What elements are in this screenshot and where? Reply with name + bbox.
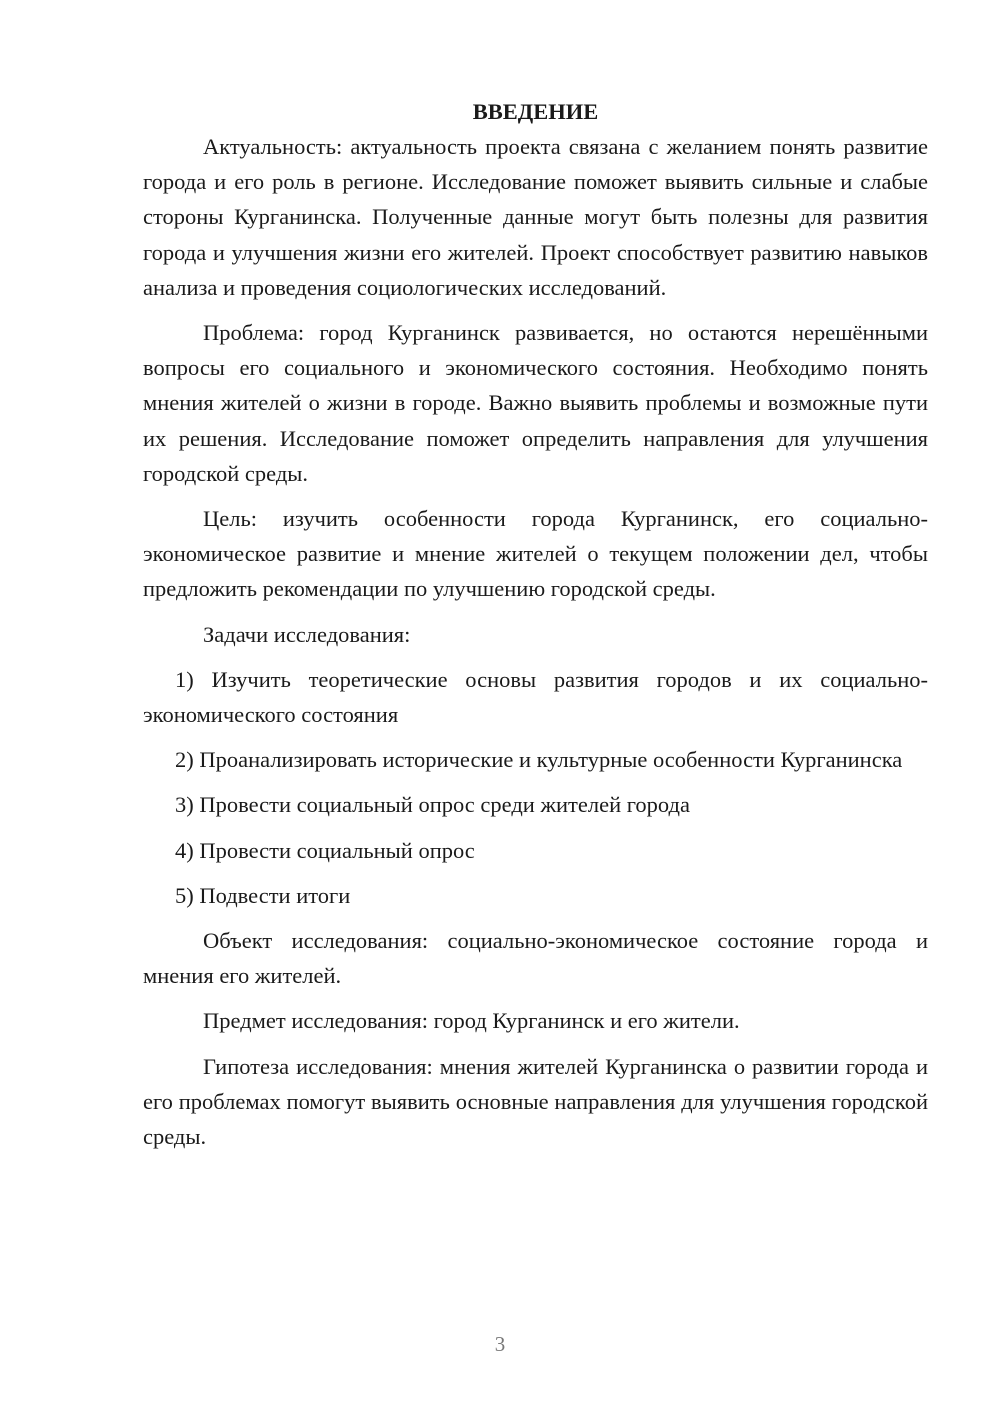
subject-paragraph: Предмет исследования: город Курганинск и его жители. [203,1008,740,1034]
hypothesis-paragraph: Гипотеза исследования: мнения жителей Курганинска о развитии города и его проблемах помогут выявить основные направления для улучшения городской среды. [143,1053,928,1150]
page-content [143,94,928,1164]
task-item-5: 5) Подвести итоги [175,882,351,908]
section-title: ВВЕДЕНИЕ [472,99,599,124]
relevance-paragraph: Актуальность: актуальность проекта связана с желанием понять развитие города и его роль в регионе. Исследование поможет выявить сильные и слабые стороны Курганинска. Полученные данные могут быть полезны для развития города и улучшения жизни его жителей. Проект способствует развитию навыков анализа и проведения социологических исследований. [143,134,928,300]
task-item-4: 4) Провести социальный опрос [175,837,475,863]
task-item-3: 3) Провести социальный опрос среди жителей города [175,792,690,818]
goal-paragraph: Цель: изучить особенности города Курганинск, его социально-экономическое развитие и мнение жителей о текущем положении дел, чтобы предложить рекомендации по улучшению городской среды. [143,506,928,602]
task-item-2: 2) Проанализировать исторические и культурные особенности Курганинска [175,747,903,773]
task-item-1: 1) Изучить теоретические основы развития городов и их социально-экономического состояния [143,666,928,728]
object-paragraph: Объект исследования: социально-экономическое состояние города и мнения его жителей. [143,928,928,989]
tasks-heading: Задачи исследования: [203,621,411,647]
page-number: 3 [494,1332,506,1356]
problem-paragraph: Проблема: город Курганинск развивается, но остаются нерешёнными вопросы его социального и экономического состояния. Необходимо понять мнения жителей о жизни в городе. Важно выявить проблемы и возможные пути их решения. Исследование поможет определить направления для улучшения городской среды. [143,320,928,486]
